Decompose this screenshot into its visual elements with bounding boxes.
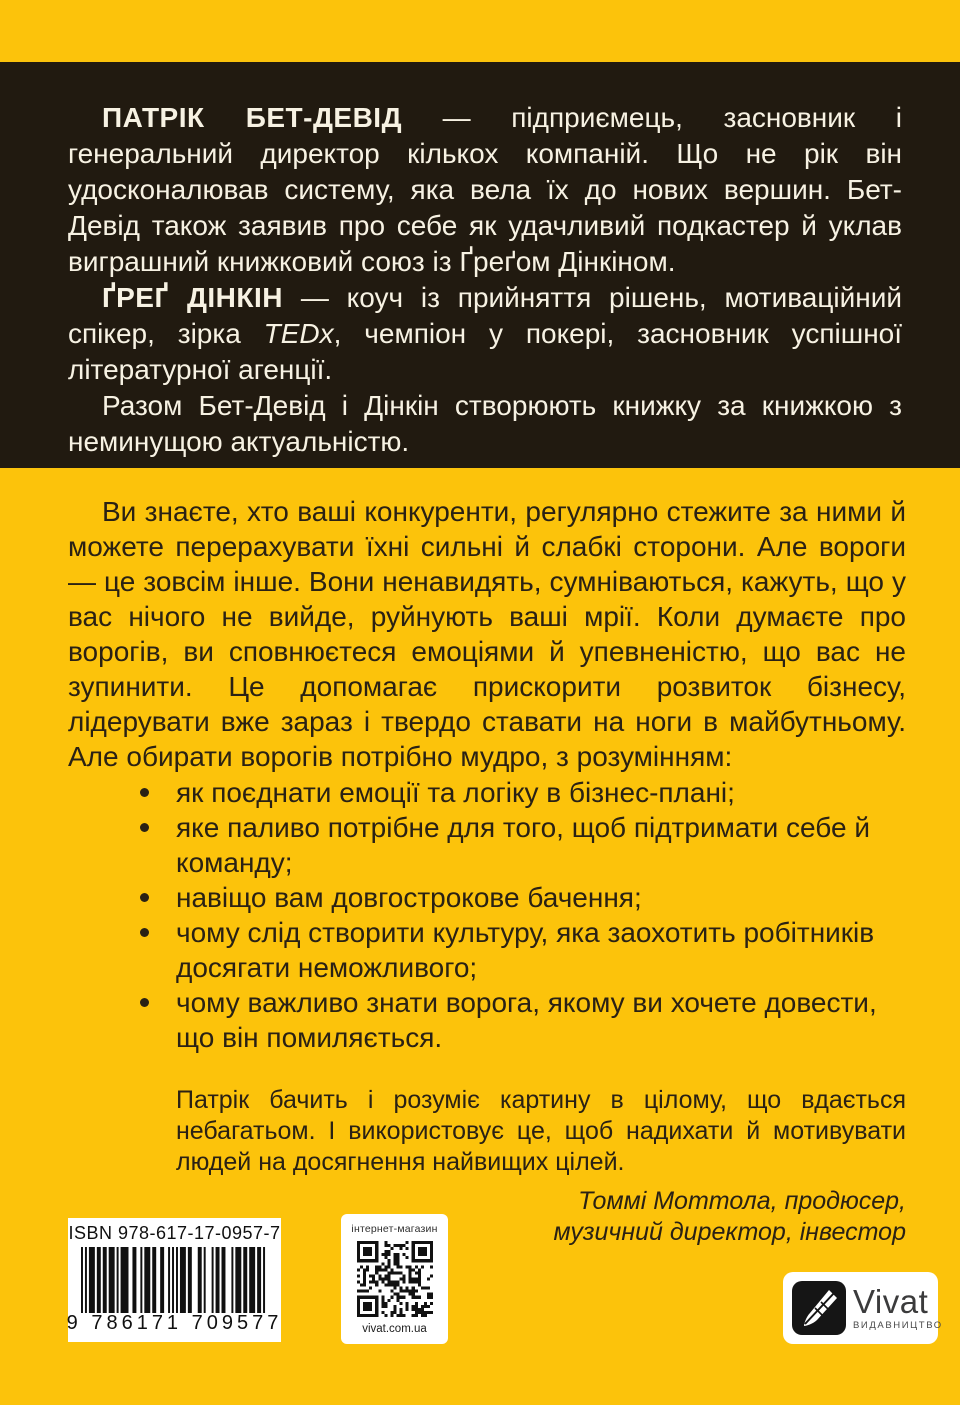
author-bio-patrick <box>68 100 902 280</box>
vivat-feather-icon <box>792 1281 846 1335</box>
annotation-bullet-list <box>68 775 906 1055</box>
barcode-digits: 9 786171 709577 <box>66 1312 283 1334</box>
bullet-item <box>138 985 906 1055</box>
author-bio-patrick-text: — підприємець, засновник і генеральний директор кількох компаній. Що не рік він удосконалював систему, яка вела їх до нових вершин. Бет-Девід також заявив про себе як удачливий подкастер й уклав виграшний книжковий союз із Ґреґом Дінкіном. <box>68 102 902 277</box>
bullet-item <box>138 880 906 915</box>
author-bio-greg <box>68 280 902 388</box>
isbn-label: ISBN 978-617-17-0957-7 <box>68 1223 281 1243</box>
author-name-greg: ҐРЕҐ ДІНКІН <box>102 282 283 313</box>
bullet-item <box>138 775 906 810</box>
qr-code-box <box>341 1214 448 1344</box>
bullet-item-text: навіщо вам довгострокове бачення; <box>176 882 642 913</box>
publisher-name: Vivat <box>853 1283 929 1320</box>
tedx-italic: TEDx <box>263 318 334 349</box>
author-name-patrick: ПАТРІК БЕТ-ДЕВІД <box>102 102 403 133</box>
author-bio-greg-text-pre: — коуч із прийняття рішень, мотиваційний спікер, зірка <box>68 282 902 349</box>
bullet-item-text: чому слід створити культуру, яка заохотить робітників досягати неможливого; <box>176 917 875 983</box>
qr-code-icon <box>357 1241 433 1317</box>
publisher-logo <box>783 1272 943 1344</box>
qr-top-label: інтернет-магазин <box>351 1223 438 1235</box>
website-url: vivat.com.ua <box>362 1323 427 1335</box>
authors-bio-panel <box>0 62 960 468</box>
footer <box>0 1206 960 1405</box>
publisher-wordmark <box>853 1285 943 1331</box>
authors-together-note: Разом Бет-Девід і Дінкін створюють книжку за книжкою з неминущою актуальністю. <box>68 390 902 457</box>
endorsement-attribution-line1: Томмі Моттола, продюсер, <box>578 1187 906 1215</box>
bullet-item-text: яке паливо потрібне для того, щоб підтримати себе й команду; <box>176 812 871 878</box>
isbn-barcode-box <box>68 1218 281 1342</box>
bullet-item <box>138 915 906 985</box>
bullet-item <box>138 810 906 880</box>
endorsement-attribution-line2: музичний директор, інвестор <box>553 1218 906 1246</box>
annotation-section <box>0 468 960 1248</box>
endorsement-quote-text: Патрік бачить і розуміє картину в цілому, що вдається небагатьом. І використовує це, щоб надихати й мотивувати людей на досягнення найвищих цілей. <box>176 1086 906 1176</box>
annotation-intro: Ви знаєте, хто ваші конкуренти, регулярно стежите за ними й можете перерахувати їхні сильні й слабкі сторони. Але вороги — це зовсім інше. Вони ненавидять, сумніваються, кажуть, що у вас нічого не вийде, руйнують ваші мрії. Коли думаєте про ворогів, ви сповнюєтеся емоціями й упевненістю, що вас не зупинити. Це допомагає прискорити розвиток бізнесу, лідерувати вже зараз і твердо ставати на ноги в майбутньому. Але обирати ворогів потрібно мудро, з розумінням: <box>68 496 906 772</box>
barcode-icon <box>81 1247 269 1313</box>
publisher-subtitle: ВИДАВНИЦТВО <box>853 1320 943 1331</box>
bullet-item-text: чому важливо знати ворога, якому ви хочете довести, що він помиляється. <box>176 987 877 1053</box>
bullet-item-text: як поєднати емоції та логіку в бізнес-плані; <box>176 777 735 808</box>
author-bio-greg-text-post: , чемпіон у покері, засновник успішної літературної агенції. <box>68 318 903 385</box>
